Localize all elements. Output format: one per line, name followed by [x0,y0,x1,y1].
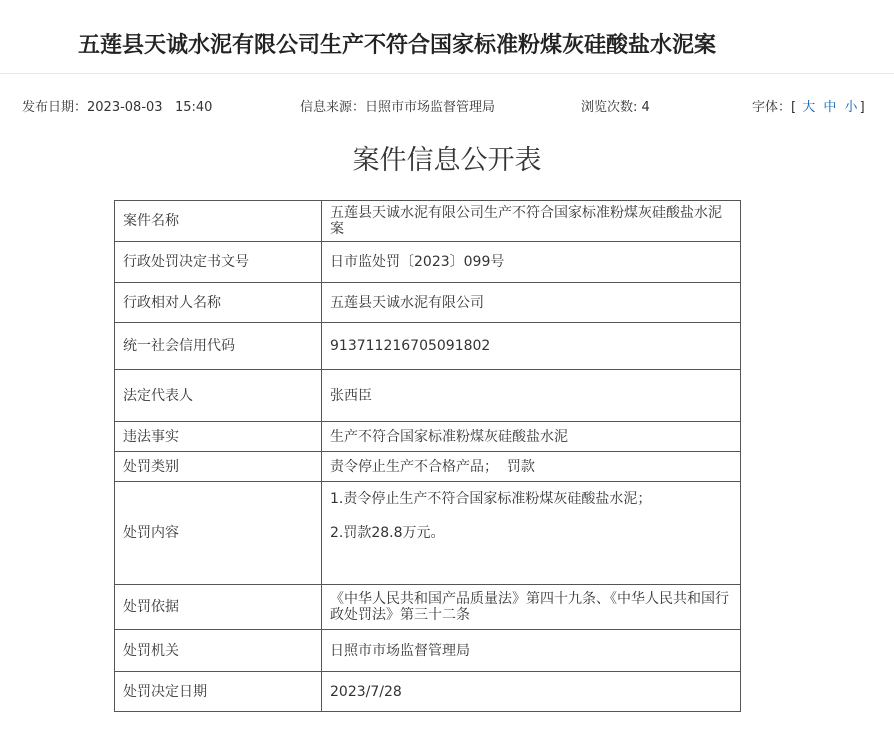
meta-row [0,96,894,116]
views-label: 浏览次数: [581,100,638,115]
penalty-item-1: 1.责令停止生产不符合国家标准粉煤灰硅酸盐水泥； [330,491,652,507]
table-row [115,323,741,370]
table-row [115,283,741,323]
row-label: 处罚类别 [115,452,322,482]
source-label: 信息来源： [300,100,366,115]
row-label: 处罚内容 [115,482,322,585]
view-count [581,96,650,115]
publish-date-value: 2023-08-03 15:40 [87,100,213,115]
row-label: 法定代表人 [115,370,322,422]
table-row [115,370,741,422]
row-value [322,482,741,585]
table-row [115,630,741,672]
page-title: 五莲县天诚水泥有限公司生产不符合国家标准粉煤灰硅酸盐水泥案 [0,0,894,74]
row-label: 处罚机关 [115,630,322,672]
table-row [115,201,741,242]
row-value: 《中华人民共和国产品质量法》第四十九条、《中华人民共和国行政处罚法》第三十二条 [322,585,741,630]
penalty-item-2: 2.罚款28.8万元。 [330,525,445,541]
table-row [115,422,741,452]
case-info-table [114,200,741,712]
row-value: 2023/7/28 [322,672,741,712]
bracket-close: ] [859,100,865,115]
table-row [115,452,741,482]
row-label: 行政相对人名称 [115,283,322,323]
row-label: 统一社会信用代码 [115,323,322,370]
row-label: 案件名称 [115,201,322,242]
font-small-button[interactable]: 小 [844,100,858,115]
font-medium-button[interactable]: 中 [823,100,837,115]
row-value: 913711216705091802 [322,323,741,370]
row-label: 违法事实 [115,422,322,452]
table-row [115,482,741,585]
info-source [300,96,495,115]
font-size-controls [752,96,865,115]
row-label: 行政处罚决定书文号 [115,242,322,283]
table-row [115,242,741,283]
font-label: 字体： [752,100,792,115]
bracket-open: [ [791,100,797,115]
table-row [115,585,741,630]
publish-date-label: 发布日期： [22,100,88,115]
source-value: 日照市市场监督管理局 [365,100,496,115]
row-value: 日市监处罚〔2023〕099号 [322,242,741,283]
publish-date [22,96,212,115]
row-value: 责令停止生产不合格产品； 罚款 [322,452,741,482]
font-large-button[interactable]: 大 [802,100,816,115]
row-value: 生产不符合国家标准粉煤灰硅酸盐水泥 [322,422,741,452]
row-value: 张西臣 [322,370,741,422]
table-title: 案件信息公开表 [352,145,542,176]
table-row [115,672,741,712]
row-value: 五莲县天诚水泥有限公司生产不符合国家标准粉煤灰硅酸盐水泥案 [322,201,741,242]
row-label: 处罚依据 [115,585,322,630]
row-label: 处罚决定日期 [115,672,322,712]
row-value: 五莲县天诚水泥有限公司 [322,283,741,323]
views-value: 4 [641,100,650,115]
row-value: 日照市市场监督管理局 [322,630,741,672]
